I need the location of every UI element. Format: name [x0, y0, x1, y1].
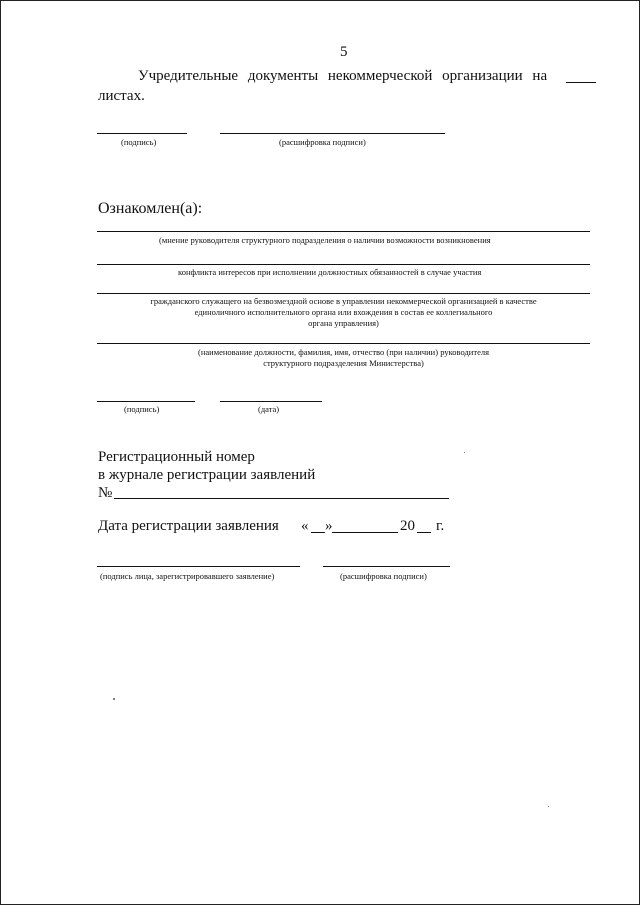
intro-line-1: Учредительные документы некоммерческой организации на — [138, 68, 548, 84]
opinion-line-3 — [97, 293, 590, 294]
head-name-line — [97, 343, 590, 344]
scan-speck — [464, 452, 465, 453]
opinion-caption-3a: гражданского служащего на безвозмездной основе в управлении некоммерческой организацией в качестве — [150, 296, 537, 306]
year-prefix: 20 — [400, 518, 415, 534]
head-caption-2: структурного подразделения Министерства) — [263, 358, 424, 368]
page-number: 5 — [340, 44, 348, 60]
registrar-decode-caption: (расшифровка подписи) — [340, 571, 427, 581]
signature-caption-2: (подпись) — [124, 404, 160, 414]
opinion-line-2 — [97, 264, 590, 265]
intro-line-2: листах. — [98, 88, 145, 104]
registration-number-field — [114, 498, 449, 499]
date-line — [220, 401, 322, 402]
opinion-caption-2: конфликта интересов при исполнении должностных обязанностей в случае участия — [178, 267, 482, 277]
opinion-caption-3b: единоличного исполнительного органа или вхождения в состав ее коллегиального — [194, 307, 493, 317]
month-field — [332, 532, 398, 533]
decode-line — [220, 133, 445, 134]
registrar-signature-caption: (подпись лица, зарегистрировавшего заявление) — [100, 571, 275, 581]
sheets-count-field — [566, 82, 596, 83]
signature-line-2 — [97, 401, 195, 402]
opinion-caption-3c: органа управления) — [308, 318, 379, 328]
date-caption: (дата) — [258, 404, 280, 414]
registration-line-1: Регистрационный номер — [98, 449, 255, 465]
registration-line-2: в журнале регистрации заявлений — [98, 467, 316, 483]
registration-number-sign: № — [98, 485, 113, 501]
opinion-caption-1: (мнение руководителя структурного подразделения о наличии возможности возникновения — [159, 235, 491, 245]
year-suffix: г. — [436, 518, 445, 534]
acquainted-label: Ознакомлен(а): — [98, 200, 203, 217]
registrar-signature-line — [97, 566, 300, 567]
date-open-quote: « — [301, 518, 309, 534]
opinion-line-1 — [97, 231, 590, 232]
day-field — [311, 532, 325, 533]
head-caption-1: (наименование должности, фамилия, имя, отчество (при наличии) руководителя — [198, 347, 489, 357]
signature-line — [97, 133, 187, 134]
signature-caption: (подпись) — [121, 137, 157, 147]
registration-date-label: Дата регистрации заявления — [98, 518, 279, 534]
decode-caption: (расшифровка подписи) — [279, 137, 366, 147]
date-close-quote: » — [325, 518, 333, 534]
year-field — [417, 532, 431, 533]
scan-speck — [548, 806, 549, 807]
scan-speck — [113, 698, 115, 700]
registrar-decode-line — [323, 566, 450, 567]
